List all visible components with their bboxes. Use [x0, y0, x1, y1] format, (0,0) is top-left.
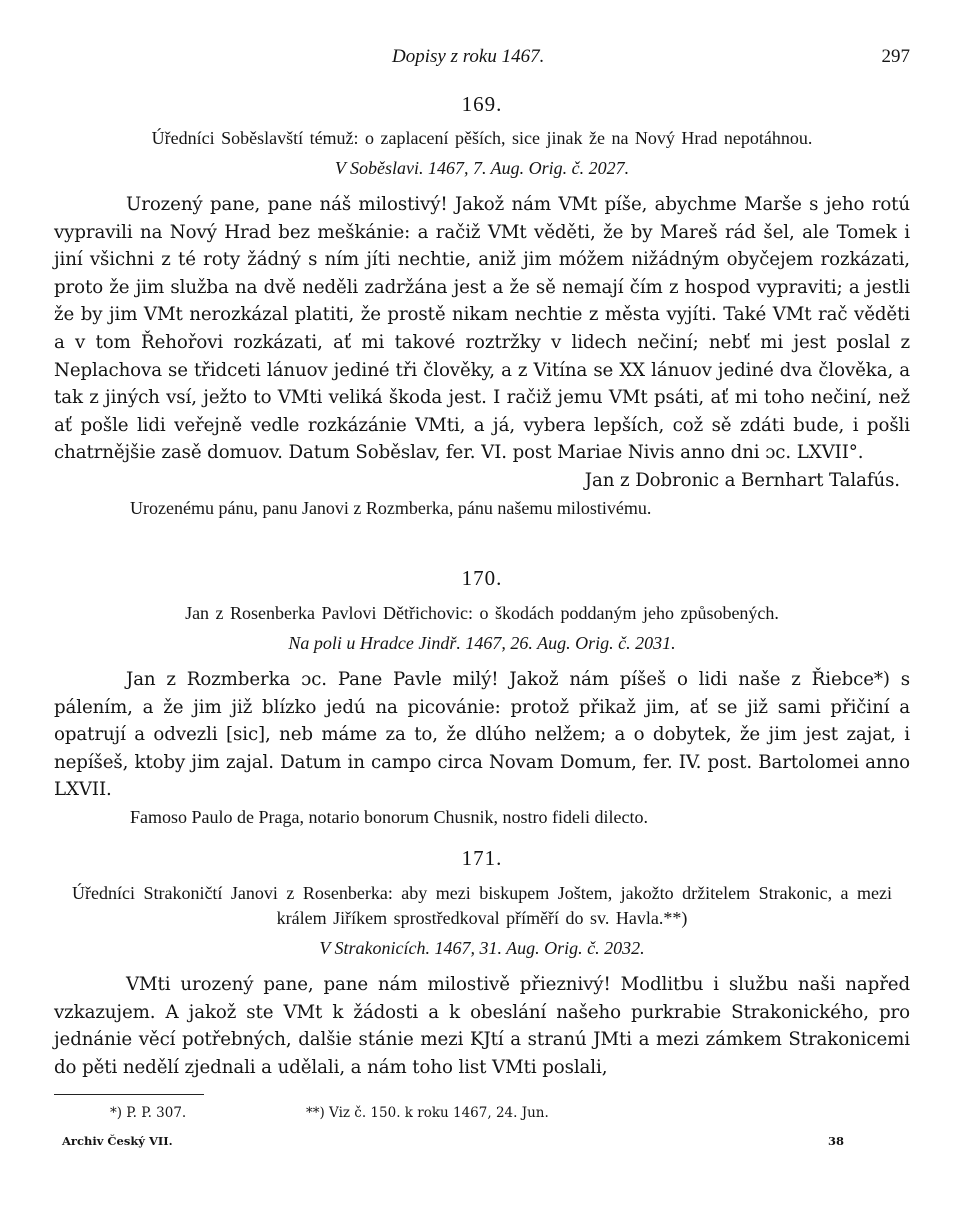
letter-171 — [54, 846, 910, 1081]
letter-170 — [54, 566, 910, 830]
running-title: Dopisy z roku 1467. — [392, 46, 545, 67]
letter-body — [54, 971, 910, 1081]
letter-dateline: V Strakonicích. 1467, 31. Aug. Orig. č. 2032. — [319, 938, 645, 958]
letter-number: 171. — [461, 846, 503, 870]
letter-address: Famoso Paulo de Praga, notario bonorum Chusnik, nostro fideli dilecto. — [130, 806, 648, 827]
letter-number: 169. — [461, 92, 503, 116]
sheet-number: 38 — [828, 1134, 845, 1148]
letter-body — [54, 666, 910, 804]
letter-address: Urozenému pánu, panu Janovi z Rozmberka, pánu našemu milostivému. — [130, 497, 652, 518]
letter-summary: Jan z Rosenberka Pavlovi Dětřichovic: o škodách poddaným jeho způsobených. — [185, 603, 779, 623]
page-number: 297 — [881, 46, 910, 67]
letter-body-text: Urozený pane, pane náš milostivý! Jakož nám VMt píše, abychme Marše s jeho rotú vypravili na Nový Hrad bez meškánie: a račiž VMt věděti, že by Mareš rád šel, ale Tomek i jiní všichni z té roty žádný s ním jíti nechtie, aniž jim móžem nižádným obyčejem rozkázati, proto že jim služba na dvě neděli zadržána jest a že sě nemají čím z hospod vypraviti; a jestli že by jim VMt nerozkázal platiti, že prostě nikam nechtie z města vyjíti. Také VMt rač věděti a v tom Řehořovi rozkázati, ať mi takové roztržky v lidech nečiní; nebť mi jest poslal z Neplachova se třidceti lánuov jediné tři člověky, a z Vitína se XX lánuov jediné dva člověka, a tak z jiných vsí, ježto to VMti veliká škoda jest. I račiž jemu VMt psáti, ať mi toho nečiní, než ať pošle lidi veřejně vedle rozkázánie VMti, a já, vybera lepších, což sě zdáti bude, i pošli chatrnějšie zasě domuov. Datum Soběslav, fer. VI. post Mariae Nivis anno dni ɔc. LXVII°. — [54, 194, 910, 464]
signature-row — [54, 467, 910, 495]
letter-169 — [54, 92, 910, 521]
letter-number: 170. — [461, 566, 503, 590]
letter-signature: Jan z Dobronic a Bernhart Talafús. — [584, 469, 900, 491]
letter-summary: Úředníci Strakoničtí Janovi z Rosenberka: aby mezi biskupem Joštem, jakožto držitelem Strakonic, a mezi králem Jiříkem sprostředkoval příměří do sv. Havla.**) — [72, 883, 892, 928]
letter-dateline: Na poli u Hradce Jindř. 1467, 26. Aug. Orig. č. 2031. — [288, 633, 676, 653]
footnote-1: *) P. P. 307. — [110, 1105, 187, 1121]
footnote-2: **) Viz č. 150. k roku 1467, 24. Jun. — [306, 1105, 549, 1121]
letter-body — [54, 191, 910, 467]
running-header — [0, 46, 960, 72]
letter-dateline: V Soběslavi. 1467, 7. Aug. Orig. č. 2027. — [334, 158, 630, 178]
volume-signature: Archiv Český VII. — [62, 1134, 173, 1148]
footnote-divider — [54, 1094, 204, 1095]
letter-body-text: Jan z Rozmberka ɔc. Pane Pavle milý! Jakož nám píšeš o lidi naše z Řiebce*) s pálením, a že jim již blízko jedú na picovánie: protož přikaž jim, ať se již sami přičiní a opatrují a odvezli [sic], neb máme za to, že dlúho nelžem; a o dobytek, že jim jest zajat, i nepíšeš, ktoby jim zajal. Datum in campo circa Novam Domum, fer. IV. post. Bartolomei anno LXVII. — [54, 669, 910, 801]
letter-summary: Úředníci Soběslavští témuž: o zaplacení pěších, sice jinak že na Nový Hrad nepotáhnou. — [151, 128, 813, 148]
letter-body-text: VMti urozený pane, pane nám milostivě přieznivý! Modlitbu i službu naši napřed vzkazujem. A jakož ste VMt k žádosti a k obeslání našeho purkrabie Strakonického, pro jednánie věcí potřebných, dalšie stánie mezi KJtí a stranú JMti a mezi zámkem Strakonicemi do pěti nedělí zjednali a udělali, a nám toho list VMti poslali, — [54, 974, 910, 1078]
